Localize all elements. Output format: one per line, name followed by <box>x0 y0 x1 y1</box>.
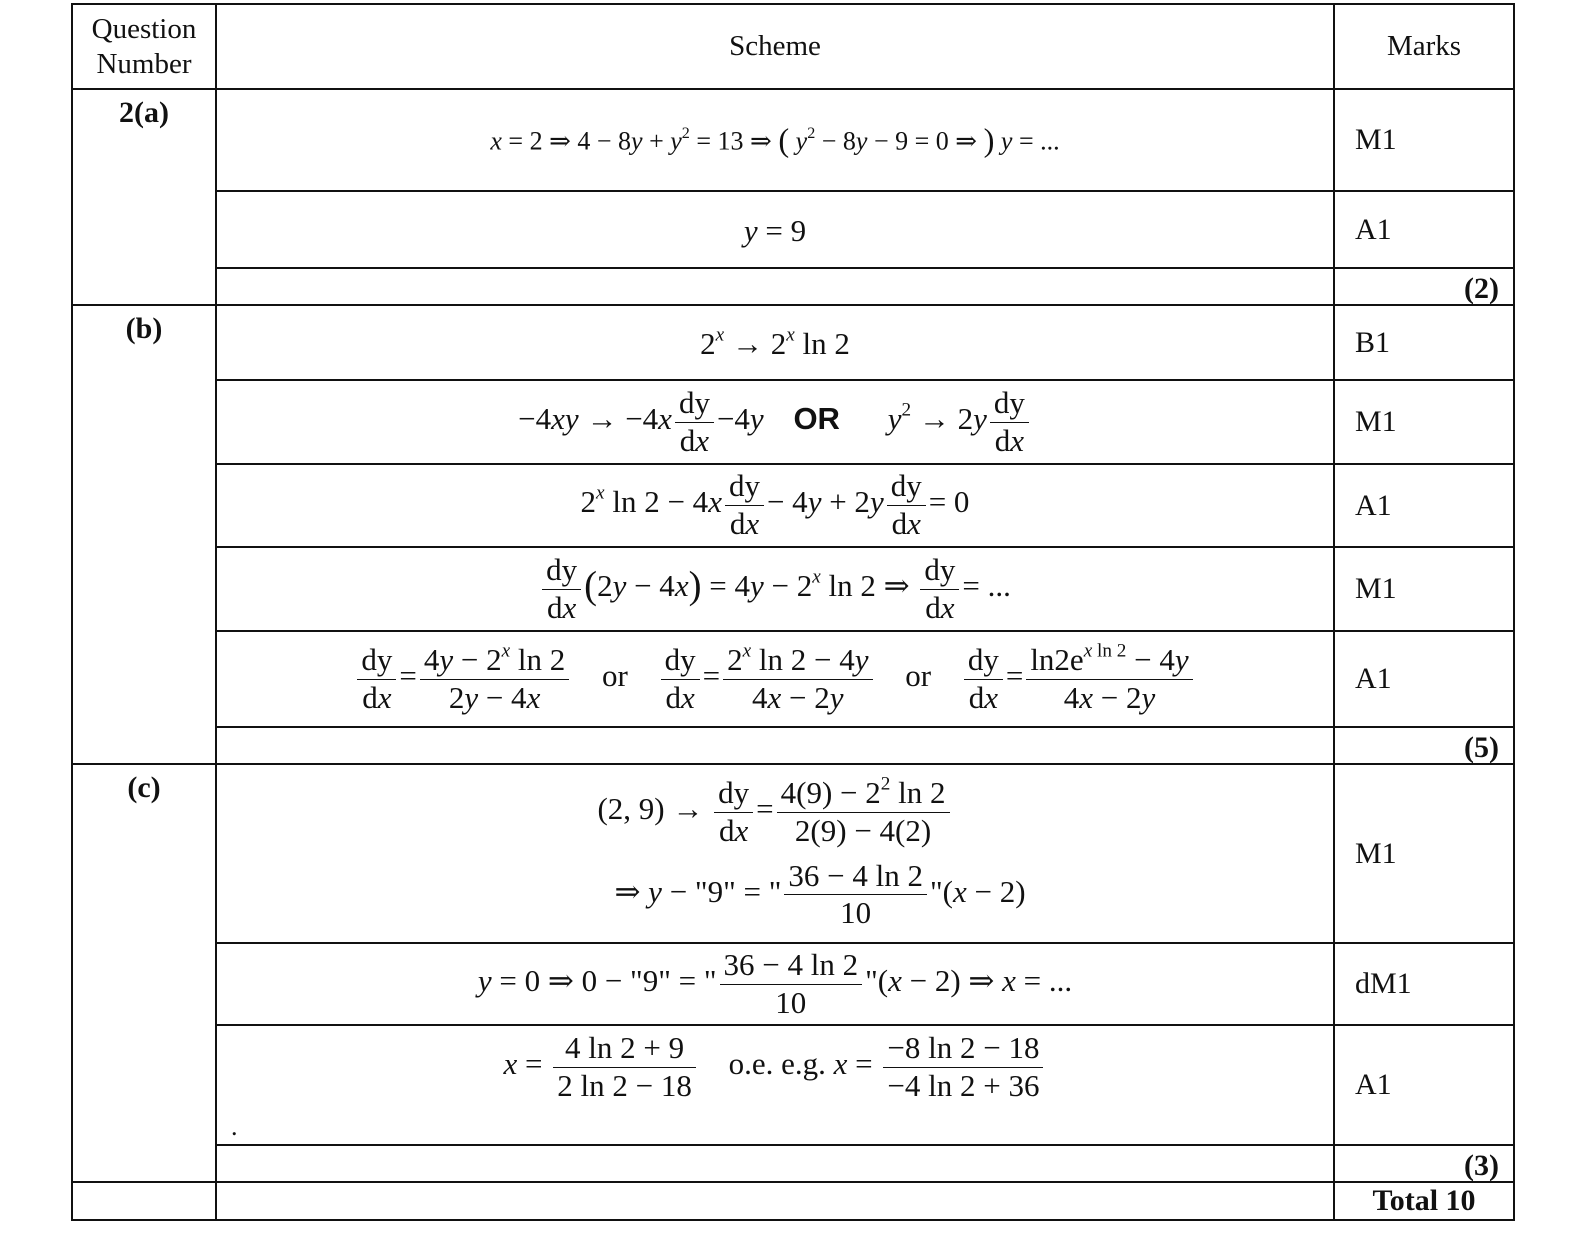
or-keyword: OR <box>793 401 840 437</box>
part-a-label: 2(a) <box>72 89 216 305</box>
part-b-row-1 <box>72 305 1514 380</box>
part-b-mark-5: A1 <box>1334 631 1514 727</box>
part-a-step-2 <box>216 191 1334 268</box>
part-a-equation-2: y = 9 <box>743 212 807 248</box>
part-c-subtotal-row <box>72 1145 1514 1182</box>
part-c-step-2 <box>216 943 1334 1025</box>
total-row <box>72 1182 1514 1220</box>
part-b-subtotal-row <box>72 727 1514 764</box>
part-b-equation-2: −4xy → −4x $\frac{dy}{dx}$ −4y OR $y^2 \to 2y$ $\frac{dy}{dx}$ <box>518 387 1032 457</box>
part-b-step-2 <box>216 380 1334 464</box>
part-b-mark-1: B1 <box>1334 305 1514 380</box>
part-a-row-2 <box>72 191 1514 268</box>
total-blank-scheme <box>216 1182 1334 1220</box>
stray-dot: . <box>231 1112 238 1141</box>
question-number-header <box>72 4 216 89</box>
mark-scheme-table <box>71 3 1515 1221</box>
scheme-header: Scheme <box>216 4 1334 89</box>
header-row <box>72 4 1514 89</box>
part-b-row-4 <box>72 547 1514 631</box>
header-question-line2: Number <box>96 47 192 80</box>
part-b-row-5 <box>72 631 1514 727</box>
part-b-row-2 <box>72 380 1514 464</box>
part-b-step-5 <box>216 631 1334 727</box>
or-word-2: or <box>905 658 932 694</box>
part-b-equation-5: $\frac{dy}{dx}$ = $\frac{4y - 2^x \ln 2}{2y - 4x}$ or $\frac{dy}{dx}$ = $\frac{2^x \ln 2 - 4y}{4x - 2y}$ or $\frac{dy}{dx}$ = $\frac{\ln 2e^{x ln 2} - 4y}{4x - 2y}$ <box>354 644 1195 714</box>
part-c-equation-2: y = 0 ⇒ 0 − "9" = " $\frac{36 - 4 \ln 2}{10}$ "(x − 2) ⇒ x = ... <box>477 946 1073 1020</box>
part-c-subtotal-blank <box>216 1145 1334 1182</box>
part-c-row-1 <box>72 764 1514 943</box>
or-word-1: or <box>602 658 628 694</box>
part-b-step-4 <box>216 547 1334 631</box>
part-b-row-3 <box>72 464 1514 547</box>
part-c-row-3 <box>72 1025 1514 1145</box>
part-c-equation-3: x = $\frac{4 \ln 2 + 9}{2 \ln 2 - 18}$ o.e. e.g. x = $\frac{-8 \ln 2 - 18}{-4 \ln 2 + 36}$ <box>504 1032 1047 1102</box>
part-b-subtotal-blank <box>216 727 1334 764</box>
part-a-equation-1: x = 2 ⇒ $4 - 8y + y^2 = 13$ ⇒ ( $y^2 - 8y - 9 = 0$ ⇒ ) y = ... <box>490 122 1060 159</box>
part-c-equation-1b: ⇒ y − "9" = " $\frac{36 - 4 \ln 2}{10}$ "(x − 2) <box>614 857 1026 931</box>
part-b-mark-4: M1 <box>1334 547 1514 631</box>
part-a-subtotal: (2) <box>1334 268 1514 305</box>
part-a-step-1 <box>216 89 1334 191</box>
part-a-subtotal-row <box>72 268 1514 305</box>
part-c-mark-2: dM1 <box>1334 943 1514 1025</box>
part-b-equation-3: 2$^x$ ln 2 − 4x $\frac{dy}{dx}$ − 4y + 2y $\frac{dy}{dx}$ = 0 <box>580 468 970 541</box>
part-c-step-3 <box>216 1025 1334 1145</box>
part-c-equation-1a: (2, 9) → $\frac{dy}{dx}$ = $\frac{4(9) - 2^2 \ln 2}{2(9) - 4(2)}$ <box>217 777 1333 847</box>
part-b-label: (b) <box>72 305 216 764</box>
header-question-line1: Question <box>91 12 197 45</box>
part-c-row-2 <box>72 943 1514 1025</box>
part-b-step-3 <box>216 464 1334 547</box>
part-a-row-1 <box>72 89 1514 191</box>
oe-eg-text: o.e. e.g. <box>728 1046 826 1082</box>
part-c-mark-3: A1 <box>1334 1025 1514 1145</box>
part-b-equation-1: $2^x \to 2^x$ ln 2 <box>700 324 850 361</box>
part-c-subtotal: (3) <box>1334 1145 1514 1182</box>
part-b-subtotal: (5) <box>1334 727 1514 764</box>
part-b-step-1 <box>216 305 1334 380</box>
part-b-equation-4: $\frac{dy}{dx}$ $(2y - 4x) = 4y - 2^x$ ln 2 ⇒ $\frac{dy}{dx}$ = ... <box>539 554 1011 624</box>
part-b-mark-2: M1 <box>1334 380 1514 464</box>
part-c-label: (c) <box>72 764 216 1182</box>
part-a-subtotal-blank <box>216 268 1334 305</box>
total-blank-q <box>72 1182 216 1220</box>
marks-header: Marks <box>1334 4 1514 89</box>
part-a-mark-2: A1 <box>1334 191 1514 268</box>
part-c-mark-1: M1 <box>1334 764 1514 943</box>
total-marks: Total 10 <box>1334 1182 1514 1220</box>
part-c-step-1 <box>216 764 1334 943</box>
part-b-mark-3: A1 <box>1334 464 1514 547</box>
part-a-mark-1: M1 <box>1334 89 1514 191</box>
